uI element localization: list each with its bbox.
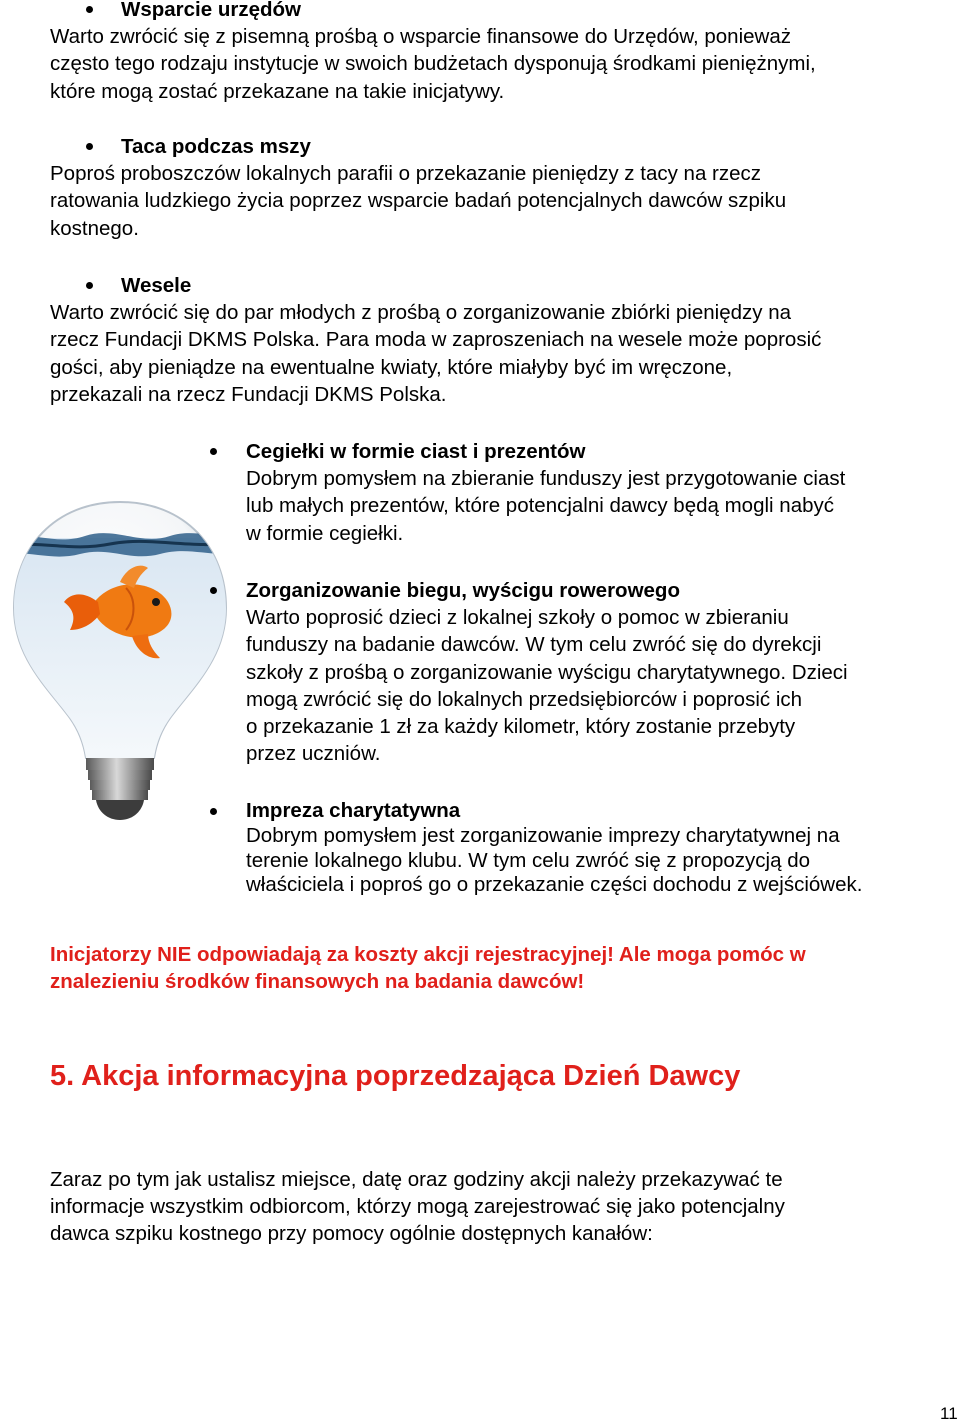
item-heading: Cegiełki w formie ciast i prezentów <box>246 440 586 463</box>
text-line: informacje wszystkim odbiorcom, którzy mogą zarejestrować się jako potencjalny <box>50 1195 785 1219</box>
bullet-icon <box>210 587 217 594</box>
text-line: gości, aby pieniądze na ewentualne kwiaty, które miałyby być im wręczone, <box>50 355 733 379</box>
text-line: często tego rodzaju instytucje w swoich budżetach dysponują środkami pieniężnymi, <box>50 52 816 76</box>
text-line: które mogą zostać przekazane na takie inicjatywy. <box>50 79 505 103</box>
text-line: Dobrym pomysłem na zbieranie funduszy jest przygotowanie ciast <box>246 467 846 491</box>
text-line: Dobrym pomysłem jest zorganizowanie imprezy charytatywnej na <box>246 824 840 847</box>
text-line: przez uczniów. <box>246 742 381 766</box>
item-heading: Impreza charytatywna <box>246 799 461 822</box>
text-line: przekazali na rzecz Fundacji DKMS Polska. <box>50 382 447 406</box>
section-body <box>50 1166 948 1248</box>
page-number: 11 <box>940 1404 958 1423</box>
text-line: Zaraz po tym jak ustalisz miejsce, datę oraz godziny akcji należy przekazywać te <box>50 1168 783 1191</box>
text-line: Warto zwrócić się do par młodych z prośbą o zorganizowanie zbiórki pieniędzy na <box>50 301 792 325</box>
item-zorganizowanie-biegu <box>246 577 949 767</box>
item-heading: Wsparcie urzędów <box>121 0 301 21</box>
warning-line: znalezieniu środków finansowych na badania dawców! <box>50 970 585 994</box>
text-line: rzecz Fundacji DKMS Polska. Para moda w zaproszeniach na wesele może poprosić <box>50 328 822 352</box>
item-heading: Zorganizowanie biegu, wyścigu rowerowego <box>246 579 680 602</box>
text-line: kostnego. <box>50 216 139 240</box>
text-line: mogą zwrócić się do lokalnych przedsiębiorców i poprosić ich <box>246 687 803 711</box>
text-line: Poproś proboszczów lokalnych parafii o przekazanie pieniędzy z tacy na rzecz <box>50 162 762 186</box>
item-heading: Taca podczas mszy <box>121 135 311 158</box>
text-line: o przekazanie 1 zł za każdy kilometr, który zostanie przebyty <box>246 715 796 739</box>
item-impreza-charytatywna <box>246 797 949 898</box>
text-line: właściciela i poproś go o przekazanie części dochodu z wejściówek. <box>246 873 863 896</box>
item-wsparcie-urzedow <box>50 0 948 105</box>
item-cegielki <box>246 438 949 547</box>
item-wesele <box>50 272 948 408</box>
text-line: terenie lokalnego klubu. W tym celu zwróć się z propozycją do <box>246 848 811 872</box>
text-line: Warto zwrócić się z pisemną prośbą o wsparcie finansowe do Urzędów, ponieważ <box>50 25 791 49</box>
warning-line: Inicjatorzy NIE odpowiadają za koszty akcji rejestracyjnej! Ale moga pomóc w <box>50 943 806 966</box>
text-line: ratowania ludzkiego życia poprzez wsparcie badań potencjalnych dawców szpiku <box>50 189 787 213</box>
text-line: funduszy na badanie dawców. W tym celu zwróć się do dyrekcji <box>246 633 822 657</box>
text-line: dawca szpiku kostnego przy pomocy ogólnie dostępnych kanałów: <box>50 1222 653 1246</box>
text-line: szkoły z prośbą o zorganizowanie wyścigu charytatywnego. Dzieci <box>246 660 848 684</box>
item-heading: Wesele <box>121 274 192 297</box>
text-line: w formie cegiełki. <box>246 521 404 545</box>
warning-note <box>50 941 948 995</box>
item-taca-podczas-mszy <box>50 133 948 242</box>
bullet-icon <box>210 808 217 815</box>
text-line: lub małych prezentów, które potencjalni dawcy będą mogli nabyć <box>246 494 834 518</box>
bullet-icon <box>210 448 217 455</box>
text-line: Warto poprosić dzieci z lokalnej szkoły o pomoc w zbieraniu <box>246 606 789 630</box>
light-bulb-goldfish-icon <box>0 490 240 830</box>
section-title: 5. Akcja informacyjna poprzedzająca Dzień Dawcy <box>50 1060 741 1092</box>
